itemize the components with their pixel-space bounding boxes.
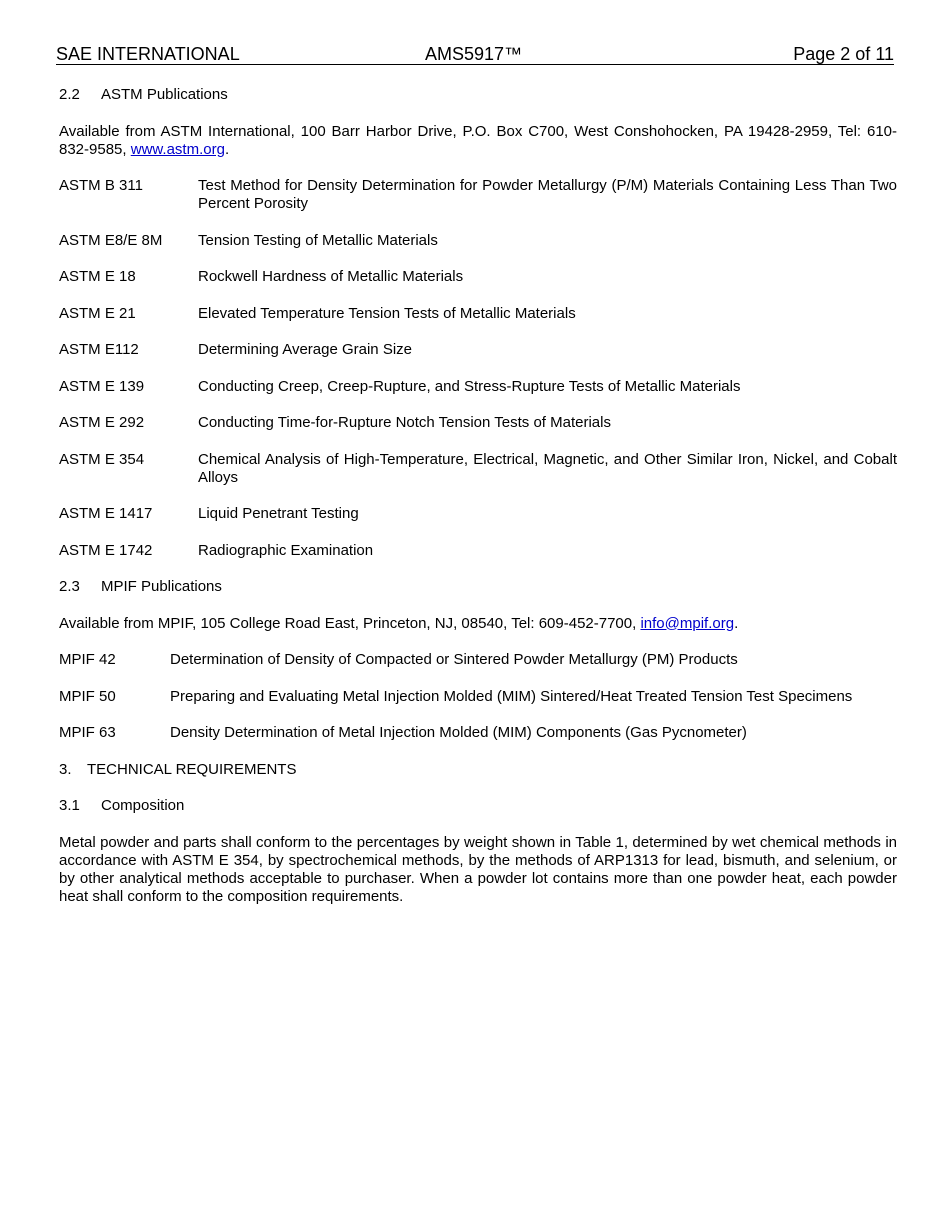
reference-description: Determining Average Grain Size xyxy=(198,341,412,358)
astm-availability xyxy=(59,123,897,159)
reference-code: ASTM E 18 xyxy=(59,268,136,285)
section-title: ASTM Publications xyxy=(101,86,228,103)
reference-code: ASTM E 21 xyxy=(59,304,136,322)
reference-description: Density Determination of Metal Injection Molded (MIM) Components (Gas Pycnometer) xyxy=(170,724,747,741)
reference-code: ASTM E 354 xyxy=(59,450,145,468)
mpif-availability xyxy=(59,615,897,633)
reference-item xyxy=(59,232,897,250)
section-heading-astm xyxy=(59,86,897,104)
reference-description: Determination of Density of Compacted or Sintered Powder Metallurgy (PM) Products xyxy=(170,651,738,668)
reference-item xyxy=(59,542,897,560)
reference-code: ASTM E 1417 xyxy=(59,505,153,522)
reference-item xyxy=(59,341,897,359)
section-heading-composition xyxy=(59,797,897,815)
page-header xyxy=(56,44,894,65)
reference-item xyxy=(59,305,897,323)
reference-item xyxy=(59,505,897,523)
reference-description: Conducting Creep, Creep-Rupture, and Stress-Rupture Tests of Metallic Materials xyxy=(198,377,741,395)
reference-code: MPIF 42 xyxy=(59,651,116,668)
reference-item xyxy=(59,451,897,487)
reference-item xyxy=(59,724,897,742)
header-page-number: Page 2 of 11 xyxy=(793,44,894,64)
reference-code: MPIF 50 xyxy=(59,687,116,705)
reference-item xyxy=(59,651,897,669)
reference-description: Liquid Penetrant Testing xyxy=(198,505,359,522)
mpif-availability-end: . xyxy=(734,614,739,632)
mpif-email-link[interactable]: info@mpif.org xyxy=(640,614,735,632)
reference-code: MPIF 63 xyxy=(59,724,116,741)
mpif-availability-text: Available from MPIF, 105 College Road East, Princeton, NJ, 08540, Tel: 609-452-7700, xyxy=(59,614,641,632)
reference-description: Test Method for Density Determination for Powder Metallurgy (P/M) Materials Containing Less Than Two Percent Porosity xyxy=(198,177,897,212)
section-number: 2.3 xyxy=(59,578,80,595)
section-number: 2.2 xyxy=(59,86,80,103)
reference-description: Preparing and Evaluating Metal Injection Molded (MIM) Sintered/Heat Treated Tension Test Specimens xyxy=(170,687,853,705)
section-title: TECHNICAL REQUIREMENTS xyxy=(87,760,297,778)
reference-description: Rockwell Hardness of Metallic Materials xyxy=(198,268,464,285)
astm-availability-end: . xyxy=(224,140,230,158)
reference-description: Radiographic Examination xyxy=(198,541,374,559)
section-title: Composition xyxy=(101,797,185,814)
section-number: 3. xyxy=(59,760,72,778)
reference-code: ASTM E8/E 8M xyxy=(59,231,163,249)
reference-item xyxy=(59,268,897,286)
reference-code: ASTM E 139 xyxy=(59,377,145,395)
reference-description: Conducting Time-for-Rupture Notch Tension Tests of Materials xyxy=(198,414,611,431)
astm-website-link[interactable]: www.astm.org xyxy=(130,140,225,158)
reference-item xyxy=(59,177,897,213)
section-title: MPIF Publications xyxy=(101,578,222,595)
reference-code: ASTM E 1742 xyxy=(59,541,153,559)
reference-item xyxy=(59,414,897,432)
reference-code: ASTM E112 xyxy=(59,341,139,358)
reference-code: ASTM E 292 xyxy=(59,414,145,431)
reference-item xyxy=(59,688,897,706)
reference-code: ASTM B 311 xyxy=(59,177,143,194)
reference-description: Elevated Temperature Tension Tests of Metallic Materials xyxy=(198,304,576,322)
header-organization: SAE INTERNATIONAL xyxy=(56,44,240,64)
section-heading-technical-requirements xyxy=(59,761,897,779)
reference-description: Chemical Analysis of High-Temperature, Electrical, Magnetic, and Other Similar Iron, Nickel, and Cobalt Alloys xyxy=(198,450,897,486)
reference-item xyxy=(59,378,897,396)
composition-paragraph: Metal powder and parts shall conform to the percentages by weight shown in Table 1, determined by wet chemical methods in accordance with ASTM E 354, by spectrochemical methods, by the methods of ARP1313 for lead, bismuth, and selenium, or by other analytical methods acceptable to purchaser. When a powder lot contains more than one powder heat, each powder heat shall conform to the composition requirements. xyxy=(59,833,897,905)
header-document-id: AMS5917™ xyxy=(425,44,523,64)
section-number: 3.1 xyxy=(59,797,80,814)
astm-availability-text: Available from ASTM International, 100 Barr Harbor Drive, P.O. Box C700, West Conshohocken, PA 19428-2959, Tel: 610-832-9585, xyxy=(59,122,897,158)
reference-description: Tension Testing of Metallic Materials xyxy=(198,231,438,249)
document-body xyxy=(59,86,897,924)
section-heading-mpif xyxy=(59,578,897,596)
